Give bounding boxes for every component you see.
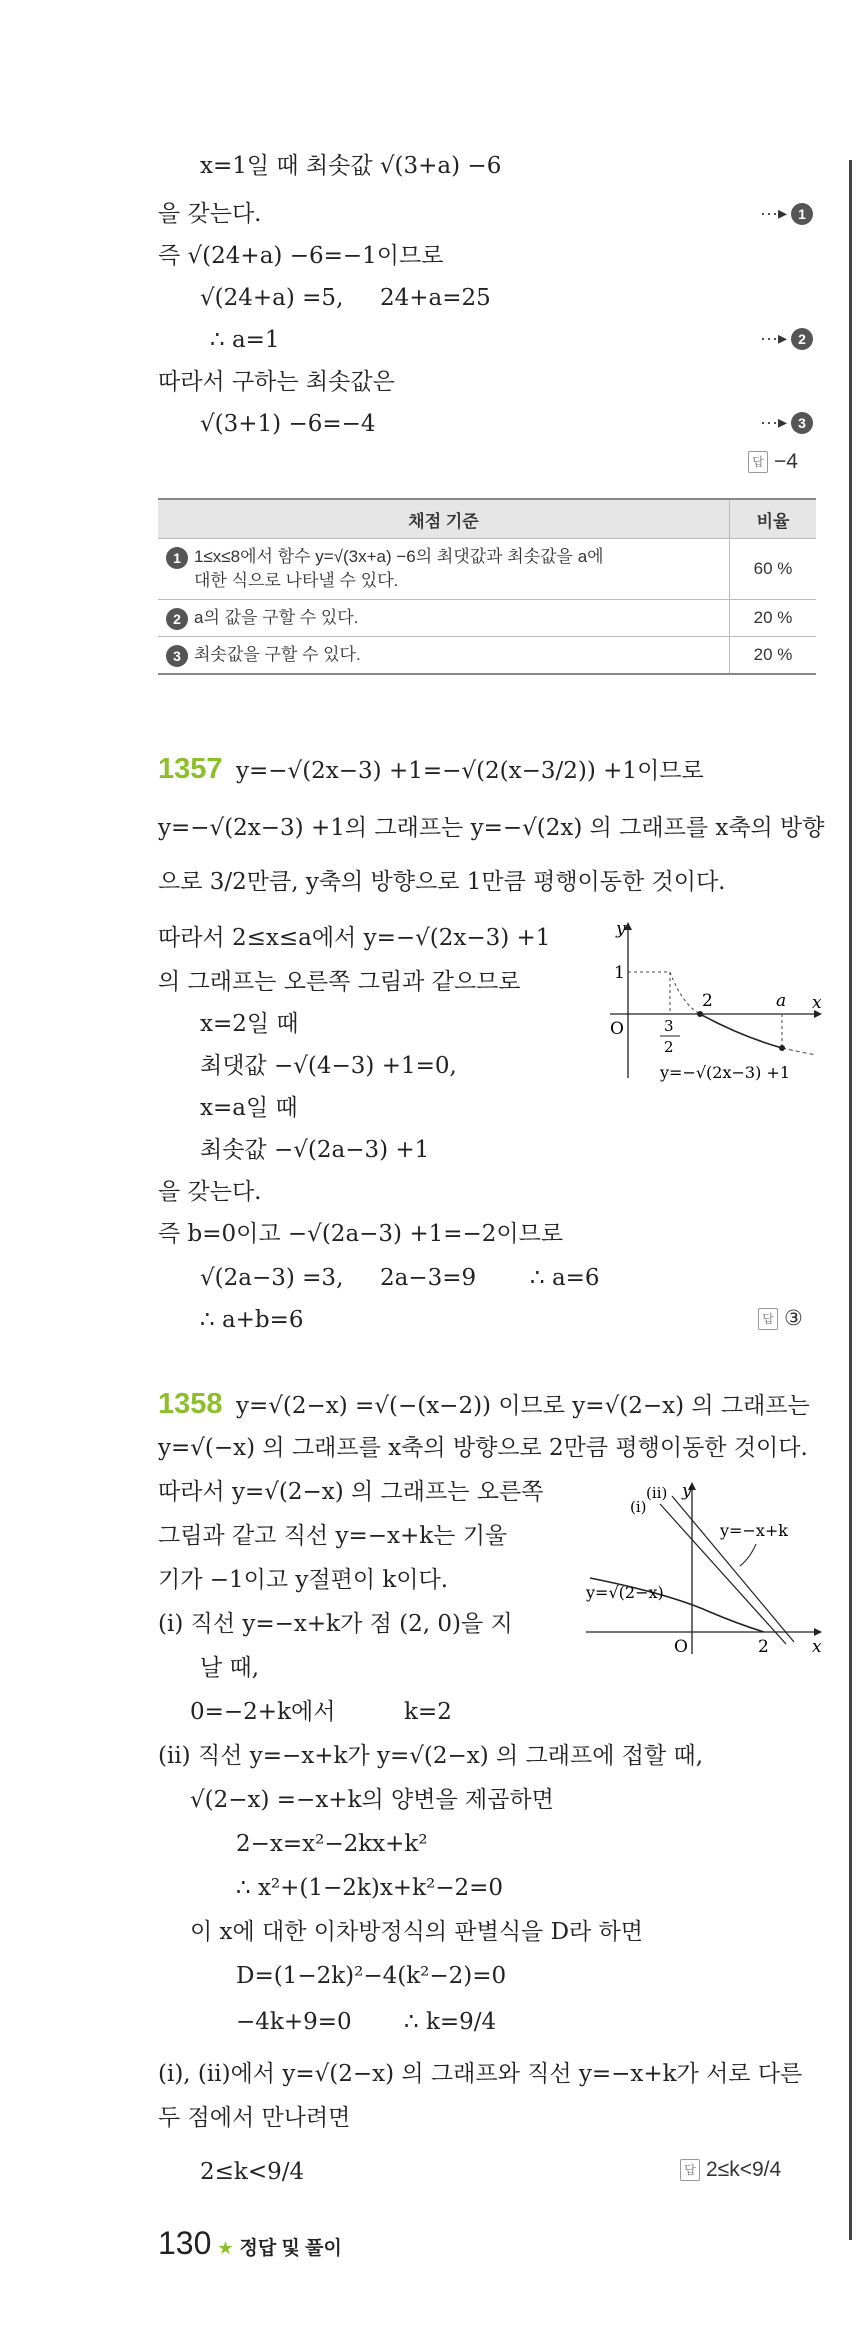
- text-line: x=1일 때 최솟값 √(3+a) −6: [200, 153, 502, 179]
- graph-1358: [580, 1474, 826, 1658]
- page-number: 130: [158, 2225, 212, 2261]
- text-line: 을 갖는다.: [158, 1179, 262, 1205]
- text-line: 이 x에 대한 이차방정식의 판별식을 D라 하면: [190, 1919, 643, 1945]
- text-line: 즉 b=0이고 −√(2a−3) +1=−2이므로: [158, 1221, 564, 1247]
- answer: 답 ③: [758, 1306, 803, 1331]
- step-marker: ···▸ 1: [760, 203, 813, 225]
- step-marker: ···▸ 2: [760, 328, 813, 350]
- origin-label: O: [674, 1637, 688, 1657]
- step-marker: ···▸ 3: [760, 412, 813, 434]
- text-line: ∴ a=1: [210, 327, 280, 353]
- answer-icon: 답: [758, 1308, 778, 1330]
- text-line: 두 점에서 만나려면: [158, 2105, 351, 2131]
- answer-icon: 답: [748, 451, 768, 473]
- axis-label: y: [616, 919, 626, 939]
- tick-label: 1: [614, 963, 625, 983]
- text-line: D=(1−2k)²−4(k²−2)=0: [236, 1963, 507, 1989]
- text-line: ∴ x²+(1−2k)x+k²−2=0: [236, 1875, 504, 1901]
- tick-label: a: [776, 991, 787, 1011]
- curve-label: y=√(2−x): [586, 1583, 664, 1602]
- axis-label: x: [812, 993, 822, 1013]
- text-line: (ⅰ), (ⅱ)에서 y=√(2−x) 의 그래프와 직선 y=−x+k가 서로 다른: [158, 2061, 803, 2087]
- text-line: √(3+1) −6=−4: [200, 411, 376, 437]
- grading-table: [158, 498, 816, 675]
- text-line: 0=−2+k에서: [190, 1699, 336, 1725]
- text-line: 따라서 구하는 최솟값은: [158, 369, 395, 395]
- table-row: 3 최솟값을 구할 수 있다. 20 %: [158, 637, 816, 675]
- footer-label: 정답 및 풀이: [239, 2238, 342, 2259]
- tick-label: 3: [664, 1017, 674, 1035]
- answer: 답 −4: [748, 450, 798, 474]
- text-line: √(2a−3) =3,: [200, 1265, 344, 1291]
- text-line: 따라서 2≤x≤a에서 y=−√(2x−3) +1: [158, 925, 551, 951]
- text-line: 날 때,: [200, 1655, 260, 1681]
- text-line: −4k+9=0: [236, 2009, 352, 2035]
- table-row: 1 1≤x≤8에서 함수 y=√(3x+a) −6의 최댓값과 최솟값을 a에 대한 식으로 나타낼 수 있다. 60 %: [158, 539, 816, 600]
- tick-label: 2: [702, 991, 713, 1011]
- text-line: 2a−3=9: [380, 1265, 477, 1291]
- problem-number: 1358: [158, 1388, 223, 1420]
- text-line: 으로 3/2만큼, y축의 방향으로 1만큼 평행이동한 것이다.: [158, 869, 726, 895]
- graph-1357: [600, 918, 826, 1088]
- text-line: 최솟값 −√(2a−3) +1: [200, 1137, 430, 1163]
- text-line: ∴ k=9/4: [404, 2009, 497, 2035]
- origin-label: O: [610, 1019, 624, 1039]
- text-line: 그림과 같고 직선 y=−x+k는 기울: [158, 1523, 508, 1549]
- text-line: 최댓값 −√(4−3) +1=0,: [200, 1053, 457, 1079]
- text-line: x=2일 때: [200, 1011, 299, 1037]
- text-line: 따라서 y=√(2−x) 의 그래프는 오른쪽: [158, 1479, 544, 1505]
- text-line: 의 그래프는 오른쪽 그림과 같으므로: [158, 969, 521, 995]
- text-line: 24+a=25: [380, 285, 491, 311]
- page-footer: [158, 2225, 342, 2262]
- text-line: 기가 −1이고 y절편이 k이다.: [158, 1567, 449, 1593]
- problem-number: 1357: [158, 753, 223, 785]
- text-line: (ⅰ) 직선 y=−x+k가 점 (2, 0)을 지: [158, 1611, 513, 1637]
- line-label: y=−x+k: [720, 1521, 788, 1540]
- table-header: 비율: [730, 499, 817, 539]
- tick-label: 2: [664, 1038, 674, 1056]
- axis-label: y: [682, 1481, 692, 1501]
- line-label: (ⅰ): [630, 1498, 647, 1516]
- text-line: k=2: [404, 1699, 452, 1725]
- text-line: y=−√(2x−3) +1의 그래프는 y=−√(2x) 의 그래프를 x축의 방향: [158, 815, 825, 841]
- text-line: 2≤k<9/4: [200, 2159, 305, 2185]
- text-line: y=√(2−x) =√(−(x−2)) 이므로 y=√(2−x) 의 그래프는: [236, 1393, 810, 1419]
- text-line: (ⅱ) 직선 y=−x+k가 y=√(2−x) 의 그래프에 접할 때,: [158, 1743, 704, 1769]
- star-icon: ★: [217, 2238, 234, 2258]
- text-line: 2−x=x²−2kx+k²: [236, 1831, 428, 1857]
- text-line: 을 갖는다.: [158, 201, 262, 227]
- text-line: y=−√(2x−3) +1=−√(2(x−3/2)) +1이므로: [236, 758, 704, 784]
- text-line: 즉 √(24+a) −6=−1이므로: [158, 243, 444, 269]
- text-line: √(24+a) =5,: [200, 285, 344, 311]
- table-row: 2 a의 값을 구할 수 있다. 20 %: [158, 600, 816, 637]
- text-line: ∴ a=6: [530, 1265, 600, 1291]
- axis-label: x: [812, 1637, 822, 1657]
- tick-label: 2: [758, 1637, 769, 1657]
- text-line: √(2−x) =−x+k의 양변을 제곱하면: [190, 1787, 554, 1813]
- line-label: (ⅱ): [646, 1484, 668, 1502]
- text-line: x=a일 때: [200, 1095, 298, 1121]
- margin-rule: [849, 160, 852, 2240]
- table-header: 채점 기준: [158, 499, 730, 539]
- curve-label: y=−√(2x−3) +1: [660, 1063, 790, 1082]
- answer-icon: 답: [680, 2159, 700, 2181]
- text-line: ∴ a+b=6: [200, 1307, 304, 1333]
- answer: 답 2≤k<9/4: [680, 2158, 781, 2182]
- text-line: y=√(−x) 의 그래프를 x축의 방향으로 2만큼 평행이동한 것이다.: [158, 1435, 808, 1461]
